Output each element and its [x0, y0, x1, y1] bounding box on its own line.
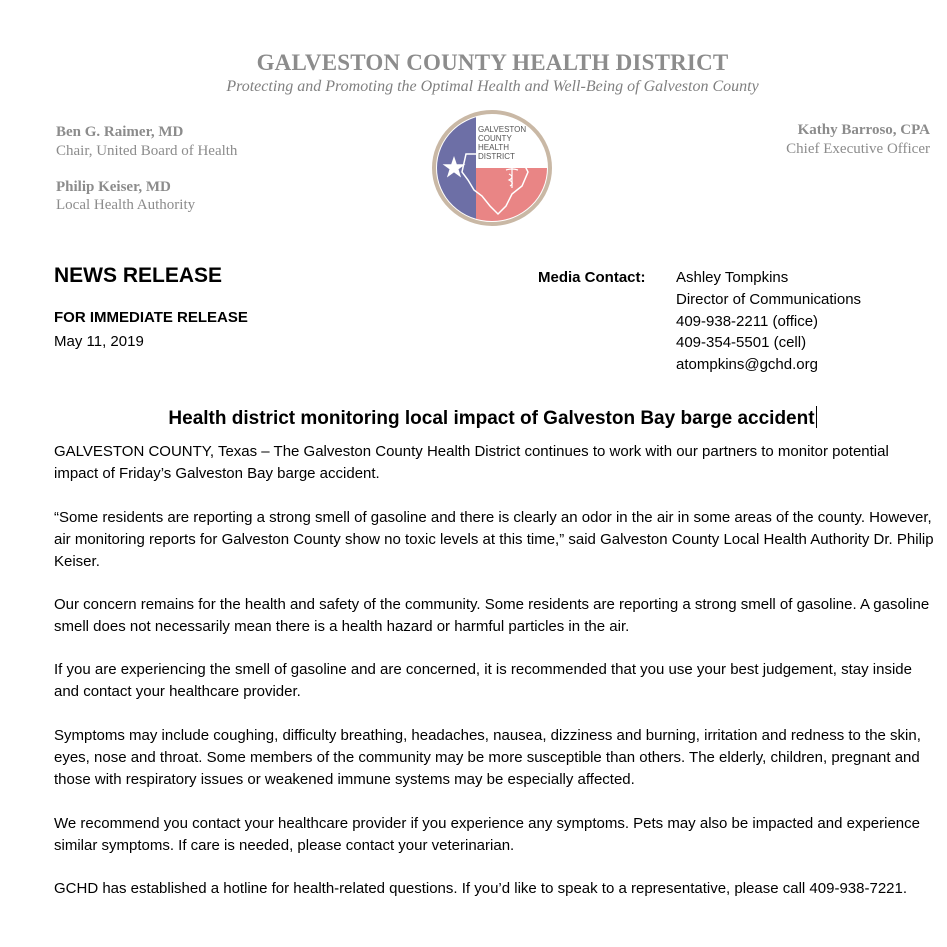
immediate-release-label: FOR IMMEDIATE RELEASE	[54, 309, 248, 326]
contact-office-phone: 409-938-2211 (office)	[676, 313, 819, 330]
contact-cell-phone: 409-354-5501 (cell)	[676, 334, 807, 351]
ceo-title: Chief Executive Officer	[786, 141, 930, 157]
ceo-name: Kathy Barroso, CPA	[797, 122, 930, 138]
paragraph-4: If you are experiencing the smell of gasoline and are concerned, it is recommended that you use your best judgement, stay inside and contact your healthcare provider.	[54, 661, 912, 700]
logo-line-2: COUNTY	[478, 134, 512, 143]
organization-tagline: Protecting and Promoting the Optimal Health and Well-Being of Galveston County	[226, 78, 759, 95]
media-contact-label: Media Contact:	[538, 269, 646, 286]
news-release-label: NEWS RELEASE	[54, 264, 223, 287]
release-date: May 11, 2019	[54, 333, 144, 350]
logo-line-3: HEALTH	[478, 143, 509, 152]
health-authority-name: Philip Keiser, MD	[56, 179, 171, 195]
chair-name: Ben G. Raimer, MD	[56, 124, 184, 140]
paragraph-1: GALVESTON COUNTY, Texas – The Galveston County Health District continues to work with our partners to monitor potential impact of Friday’s Galveston Bay barge accident.	[54, 443, 889, 482]
logo-line-4: DISTRICT	[478, 152, 515, 161]
paragraph-7: GCHD has established a hotline for health-related questions. If you’d like to speak to a representative, please call 409-938-7221.	[54, 880, 908, 897]
paragraph-5: Symptoms may include coughing, difficulty breathing, headaches, nausea, dizziness and burning, irritation and redness to the skin, eyes, nose and throat. Some members of the community may be more susceptible than others. The elderly, children, pregnant and those with respiratory issues or weakened immune systems may be especially affected.	[54, 727, 921, 788]
headline-container	[0, 406, 947, 430]
paragraph-6: We recommend you contact your healthcare provider if you experience any symptoms. Pets may also be impacted and experience similar symptoms. If care is needed, please contact your veterinarian.	[54, 815, 920, 854]
organization-name: GALVESTON COUNTY HEALTH DISTRICT	[256, 50, 729, 75]
contact-email[interactable]: atompkins@gchd.org	[676, 356, 818, 373]
contact-title: Director of Communications	[676, 291, 862, 308]
headline: Health district monitoring local impact of Galveston Bay barge accident	[168, 408, 815, 429]
health-authority-title: Local Health Authority	[56, 197, 196, 213]
paragraph-3: Our concern remains for the health and safety of the community. Some residents are reporting a strong smell of gasoline. A gasoline smell does not necessarily mean there is a health hazard or harmful particles in the air.	[54, 596, 930, 635]
logo-line-1: GALVESTON	[478, 125, 527, 134]
health-district-logo	[432, 110, 552, 226]
contact-name: Ashley Tompkins	[676, 269, 789, 286]
chair-title: Chair, United Board of Health	[56, 143, 238, 159]
paragraph-2: “Some residents are reporting a strong smell of gasoline and there is clearly an odor in the air in some areas of the county. However, air monitoring reports for Galveston County show no toxic levels at this time,” said Galveston County Local Health Authority Dr. Philip Keiser.	[54, 509, 934, 570]
text-cursor	[816, 406, 817, 428]
